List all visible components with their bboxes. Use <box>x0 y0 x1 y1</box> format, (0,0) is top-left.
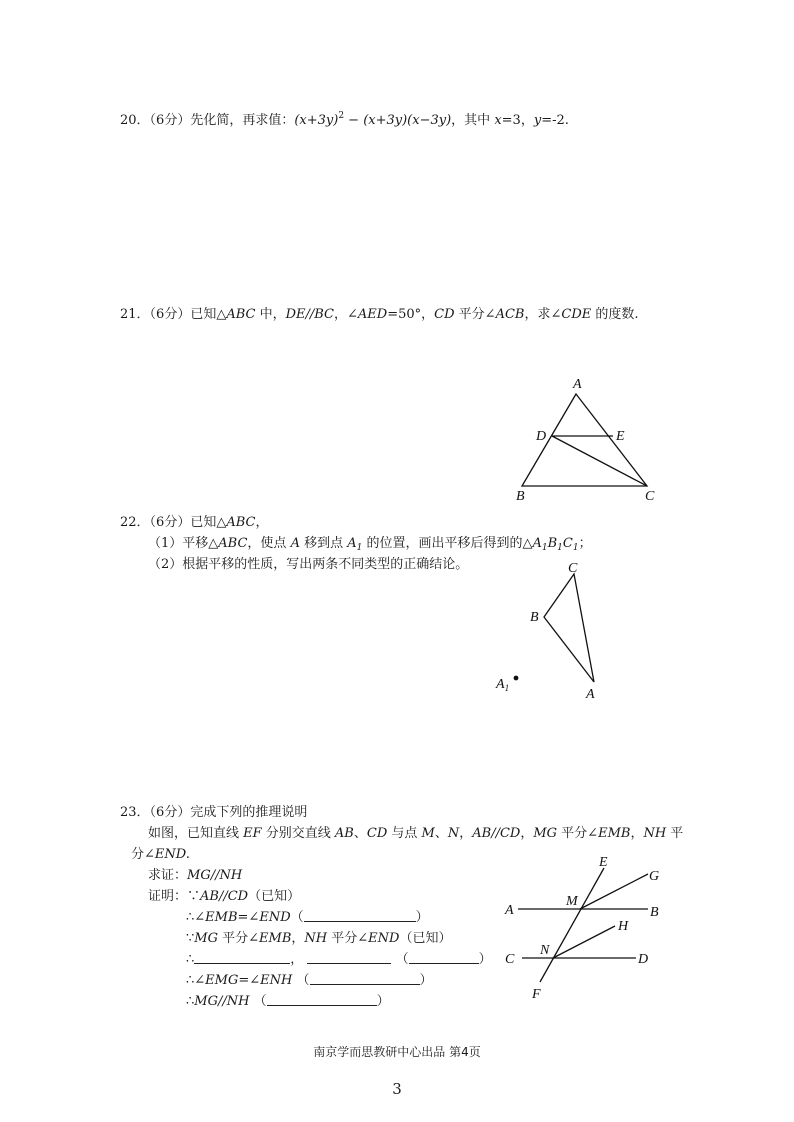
q23-nh: NH <box>643 826 667 841</box>
q21-text: ，∠ <box>334 307 358 322</box>
q23-text: ， <box>459 826 473 841</box>
q23-description-line-2 <box>131 846 190 864</box>
q22-p1-abc: ABC <box>218 536 248 551</box>
q22-p1-sub: 1 <box>572 543 579 553</box>
q20-tail: ，其中 <box>451 113 495 128</box>
q23-blank-reason-2[interactable] <box>409 951 479 964</box>
q23-proof-step-4 <box>186 951 492 969</box>
q23-text: ∴ <box>186 994 195 1009</box>
q23-label-h: H <box>618 919 629 934</box>
q23-text: ∠ <box>248 910 260 925</box>
q22-abc: ABC <box>226 515 256 530</box>
q23-text: ∠ <box>249 973 261 988</box>
q23-blank-statement-1[interactable] <box>194 951 290 964</box>
q23-mg-parallel-nh: MG//NH <box>194 994 250 1009</box>
q23-emb: EMB= <box>205 910 249 925</box>
q22-p1-b1: B <box>547 536 558 551</box>
q23-text: （ <box>296 973 310 988</box>
q21-abc: ABC <box>226 307 256 322</box>
question-23: 23．（6分）完成下列的推理说明 <box>120 805 308 820</box>
q22-label-a: A <box>586 687 595 702</box>
q22-p1-text: ； <box>578 536 592 551</box>
q20-expr-b: − (x+3y)(x−3y) <box>344 113 452 128</box>
q23-end: END <box>368 931 400 946</box>
q23-end: END. <box>154 847 190 862</box>
q23-label-f: F <box>532 987 541 1002</box>
q22-label-a1: $A_1$ <box>496 677 510 693</box>
q23-text: 分∠ <box>131 847 155 862</box>
q21-acb: ACB <box>495 307 525 322</box>
q23-reason: （已知） <box>248 889 301 904</box>
q23-text: 平 <box>666 826 684 841</box>
q23-n: N <box>447 826 460 841</box>
q23-text: 平分∠ <box>557 826 599 841</box>
q21-text: ，求∠ <box>524 307 562 322</box>
q23-text: 平分∠ <box>327 931 369 946</box>
q23-text: （ <box>290 910 304 925</box>
q20-x-var: x <box>494 113 502 128</box>
q22-triangle-figure <box>488 556 618 706</box>
q22-p1-a1b: A <box>532 536 542 551</box>
q21-text: =50°， <box>387 307 435 322</box>
q23-label-g: G <box>649 869 660 884</box>
q23-text: 分别交直线 <box>261 826 335 841</box>
q23-emg: EMG= <box>205 973 250 988</box>
q22-p1-text: （1）平移△ <box>148 536 219 551</box>
q22-p1-sub: 1 <box>541 543 548 553</box>
q22-point-a1 <box>514 676 519 681</box>
q22-p1-text: 移到点 <box>299 536 348 551</box>
q23-blank-reason-4[interactable] <box>267 993 377 1006</box>
q20-expr-a: (x+3y) <box>294 113 339 128</box>
q23-label-e: E <box>599 855 608 870</box>
q23-text: ∴∠ <box>186 973 206 988</box>
q23-text: （ <box>395 952 409 967</box>
q23-mg: MG <box>533 826 558 841</box>
q23-ab-parallel-cd: AB//CD <box>472 826 521 841</box>
q23-ab-parallel-cd: AB//CD <box>200 889 249 904</box>
q21-label-a: A <box>573 377 582 392</box>
q22-p1-sub: 1 <box>557 543 563 553</box>
q23-blank-statement-2[interactable] <box>307 951 391 964</box>
q20-exponent: 2 <box>338 111 345 121</box>
q23-text: ） <box>376 994 390 1009</box>
q23-to-prove <box>148 867 242 885</box>
q23-text: 如图，已知直线 <box>148 826 244 841</box>
q21-cde: CDE <box>561 307 592 322</box>
q23-text: ） <box>419 973 433 988</box>
q23-text: ， <box>290 952 304 967</box>
q22-p1-a: A <box>290 536 300 551</box>
q22-p1-text: ，使点 <box>247 536 291 551</box>
q23-text: 、 <box>353 826 367 841</box>
q23-proof-step-2 <box>186 909 429 927</box>
q21-cd: CD <box>434 307 455 322</box>
q23-emb: EMB <box>259 931 292 946</box>
q21-segment-dc <box>552 436 647 486</box>
q21-label-c: C <box>645 489 655 504</box>
q21-aed: AED <box>357 307 388 322</box>
q21-number: 21．（6分）已知△ <box>120 307 227 322</box>
q23-prove-label: 求证： <box>148 868 188 883</box>
q23-text: ∵ <box>186 931 195 946</box>
q22-triangle-abc <box>544 574 594 682</box>
q23-text: 与点 <box>387 826 422 841</box>
q20-number: 20．（6分）先化简，再求值： <box>120 113 295 128</box>
q22-p1-c1: C <box>562 536 573 551</box>
q22-p1-a1: A <box>347 536 357 551</box>
q23-proof-step-6 <box>186 993 390 1011</box>
q20-y-var: y <box>533 113 542 128</box>
q23-line-ef <box>540 868 604 982</box>
q21-text: 平分∠ <box>454 307 496 322</box>
q20-y-val: =-2. <box>541 113 569 128</box>
q22-p1-a1-sub: 1 <box>356 543 363 553</box>
q23-nh: NH <box>304 931 328 946</box>
q22-part-2: （2）根据平移的性质，写出两条不同类型的正确结论。 <box>148 557 469 572</box>
q23-label-a: A <box>505 903 514 918</box>
q23-enh: ENH <box>260 973 293 988</box>
q23-text: ， <box>630 826 644 841</box>
q23-text: ） <box>478 952 492 967</box>
q23-label-b: B <box>650 905 659 920</box>
q23-emb: EMB <box>598 826 631 841</box>
q23-prove-statement: MG//NH <box>187 868 243 883</box>
q21-triangle-figure <box>505 372 665 506</box>
q23-label-m: M <box>566 894 578 909</box>
q23-text: 平分∠ <box>217 931 260 946</box>
q23-blank-reason-3[interactable] <box>310 972 420 985</box>
q21-text: 的度数. <box>591 307 639 322</box>
q22-label-c: C <box>568 561 578 576</box>
q23-parallel-lines-figure <box>498 852 678 1004</box>
q23-text: ∴∠ <box>186 910 206 925</box>
q23-text: 、 <box>434 826 448 841</box>
q23-cd: CD <box>366 826 388 841</box>
q23-proof-step-1 <box>148 888 300 906</box>
q21-text: 中， <box>255 307 286 322</box>
q21-de-bc: DE//BC <box>285 307 335 322</box>
page-footer: 南京学而思教研中心出品 第4页 <box>313 1045 481 1059</box>
q23-text: ， <box>291 931 305 946</box>
q22-label-b: B <box>530 610 539 625</box>
page-number: 3 <box>392 1080 402 1098</box>
q22-p1-text: 的位置，画出平移后得到的△ <box>362 536 533 551</box>
q23-proof-step-3 <box>186 930 451 948</box>
q22-text: ， <box>255 515 269 530</box>
q23-reason: （已知） <box>399 931 452 946</box>
q23-blank-reason-1[interactable] <box>304 909 416 922</box>
q22-number: 22．（6分）已知△ <box>120 515 227 530</box>
question-20 <box>120 107 569 130</box>
question-21 <box>120 306 639 324</box>
q20-x-val: =3， <box>501 113 534 128</box>
q21-label-d: D <box>536 429 547 444</box>
question-22 <box>120 514 268 532</box>
q23-proof-step-5 <box>186 972 433 990</box>
q23-m: M <box>421 826 435 841</box>
q23-proof-label: 证明：∵ <box>148 889 201 904</box>
q22-part-1 <box>148 535 592 557</box>
q23-ef: EF <box>243 826 262 841</box>
q23-description-line-1 <box>148 825 683 843</box>
q23-mg: MG <box>194 931 218 946</box>
q23-label-c: C <box>505 952 515 967</box>
q23-text: ∴ <box>186 952 195 967</box>
q23-ab: AB <box>334 826 354 841</box>
q21-label-e: E <box>616 429 625 444</box>
q23-label-n: N <box>540 943 550 958</box>
q23-label-d: D <box>638 952 649 967</box>
q23-text: ， <box>520 826 534 841</box>
q23-text: （ <box>253 994 267 1009</box>
q23-end: END <box>259 910 291 925</box>
q21-label-b: B <box>516 489 525 504</box>
q23-text: ） <box>415 910 429 925</box>
